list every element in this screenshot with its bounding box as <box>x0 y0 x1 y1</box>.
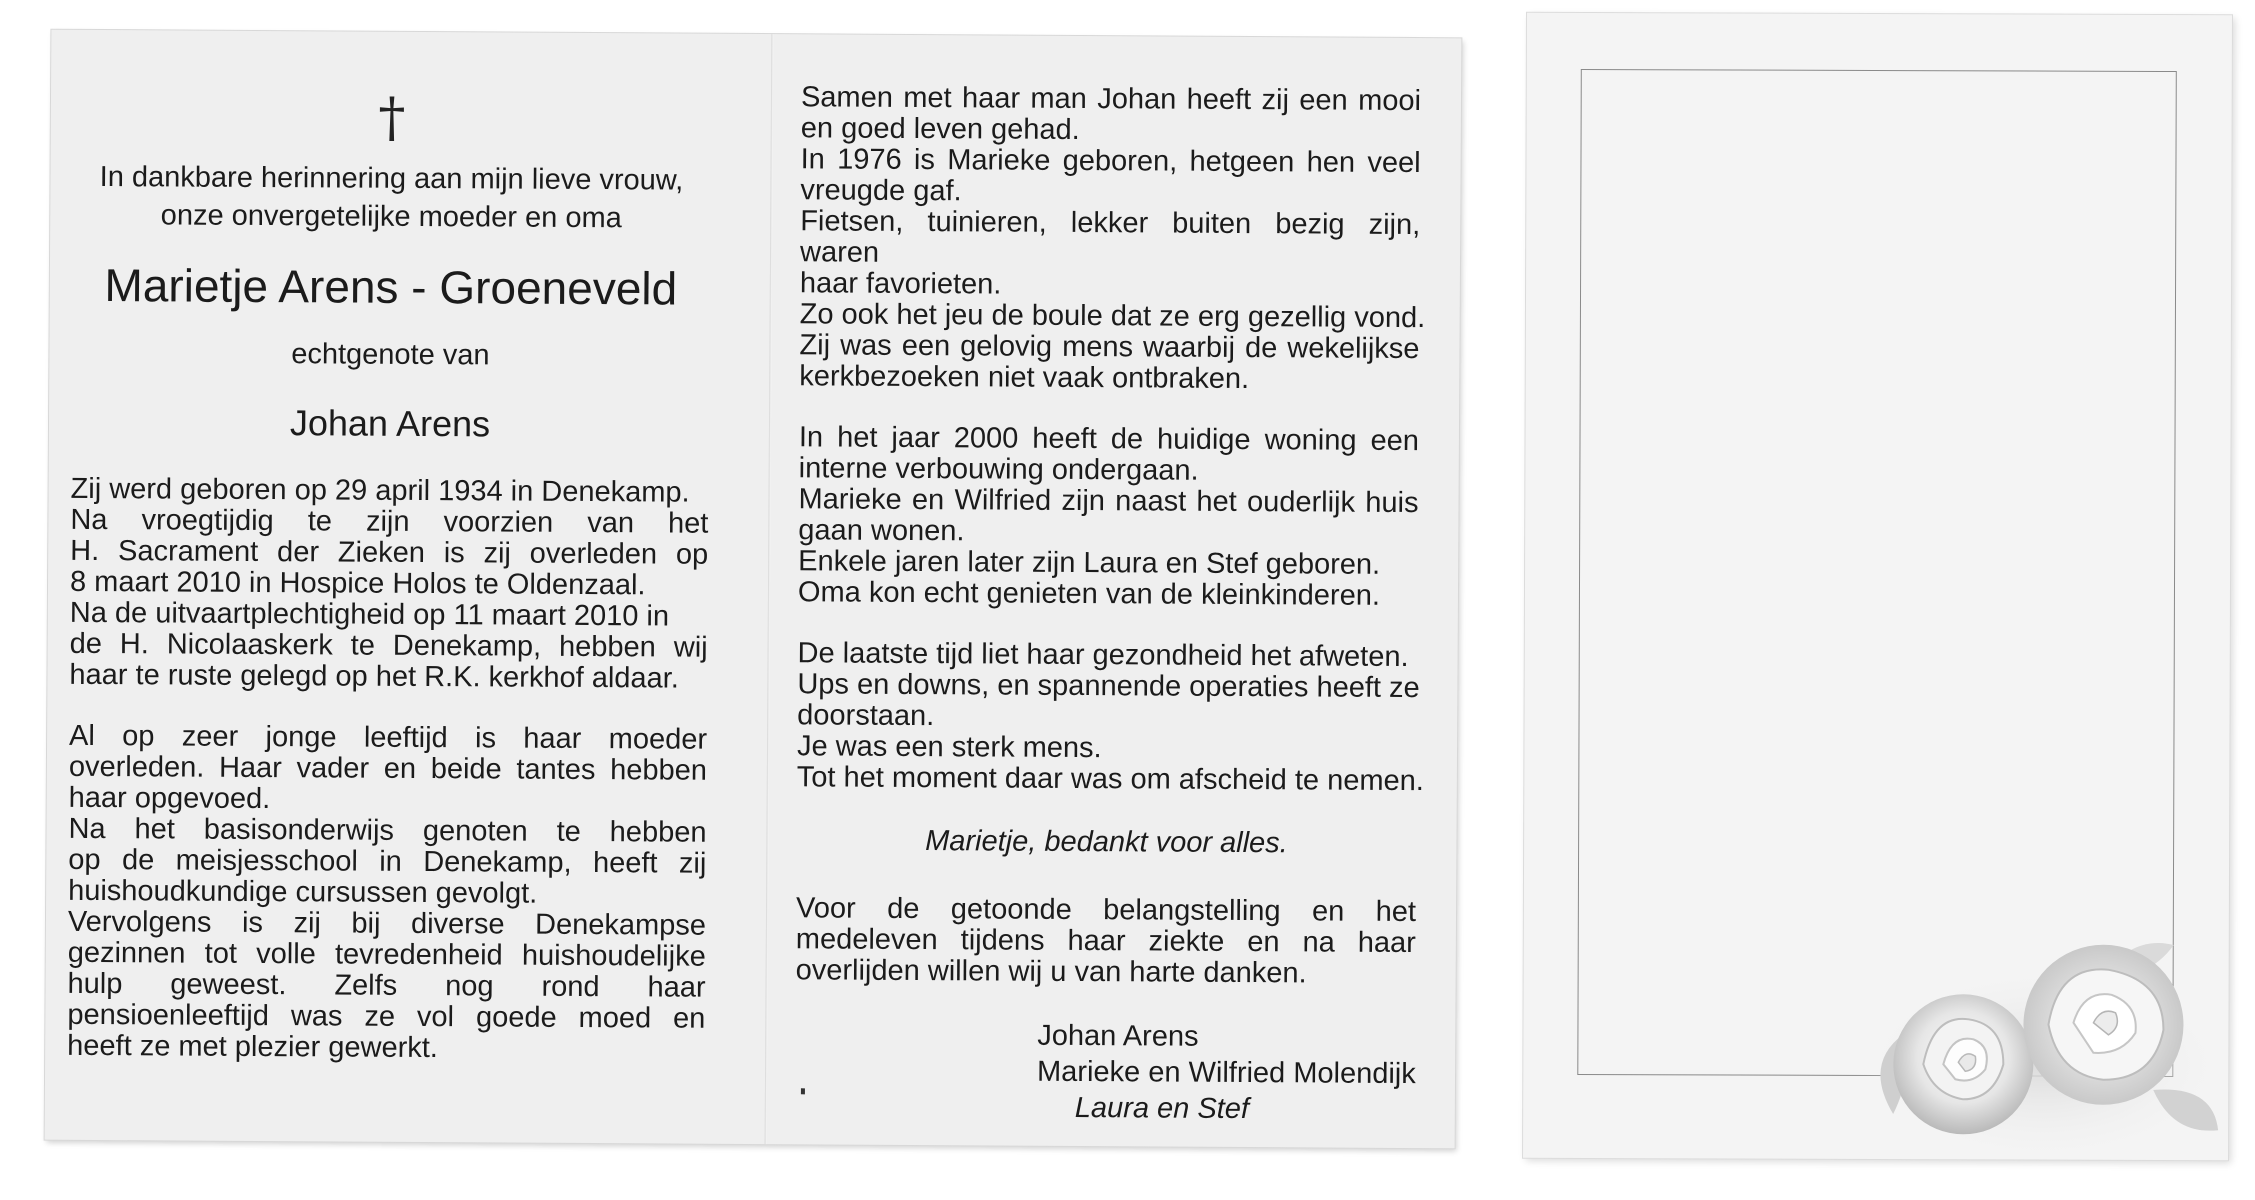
paragraph-youth: Al op zeer jonge leeftijd is haar moeder overleden. Haar vader en beide tantes hebben haar opgevoed. Na het basisonderwijs genoten te hebben op de meisjesschool in Denekamp, heeft zij huishoudkundige cursussen gevolgt. Vervolgens is zij bij diverse Denekampse gezinnen tot volle tevredenheid huishoudelijke hulp geweest. Zelfs nog rond haar pensioenleeftijd was ze vol goede moed en heeft ze met plezier gewerkt. <box>67 719 708 1065</box>
left-panel <box>45 30 772 1144</box>
memorial-card-back <box>1523 13 2232 1160</box>
paragraph-birth-death: Zij werd geboren op 29 april 1934 in Denekamp. Na vroegtijdig te zijn voorzien van het H. Sacrament der Zieken is zij overleden op 8 maart 2010 in Hospice Holos te Oldenzaal. Na de uitvaartplechtigheid op 11 maart 2010 in de H. Nicolaaskerk te Denekamp, hebben wij haar te ruste gelegd op het R.K. kerkhof aldaar. <box>69 472 709 695</box>
spouse-name: Johan Arens <box>289 402 491 445</box>
paragraph-illness: De laatste tijd liet haar gezondheid het afweten. Ups en downs, en spannende operaties heeft ze doorstaan. Je was een sterk mens. Tot het moment daar was om afscheid te nemen. <box>796 637 1424 798</box>
signature-line: Johan Arens <box>1037 1019 1199 1053</box>
print-speck <box>801 1088 805 1094</box>
paragraph-thanks: Voor de getoonde belangstelling en het medeleven tijdens haar ziekte en na haar overlijden willen wij u van harte danken. <box>795 892 1417 990</box>
signatures <box>1037 1018 1416 1128</box>
signature-line: Laura en Stef <box>1074 1091 1250 1126</box>
right-panel <box>767 34 1462 1148</box>
closing-line: Marietje, bedankt voor alles. <box>925 825 1288 860</box>
paragraph-home: In het jaar 2000 heeft de huidige woning een interne verbouwing ondergaan. Marieke en Wilfried zijn naast het ouderlijk huis gaan wonen. Enkele jaren later zijn Laura en Stef geboren. Oma kon echt genieten van de kleinkinderen. <box>797 421 1420 612</box>
intro-text: In dankbare herinnering aan mijn lieve vrouw, onze onvergetelijke moeder en oma <box>99 161 684 235</box>
deceased-name: Marietje Arens - Groeneveld <box>104 259 678 315</box>
cross-icon: † <box>378 85 406 149</box>
white-roses-icon <box>1853 914 2224 1155</box>
signature-line: Marieke en Wilfried Molendijk <box>1036 1055 1416 1091</box>
paragraph-family-life: Samen met haar man Johan heeft zij een mooi en goed leven gehad. In 1976 is Marieke geboren, hetgeen hen veel vreugde gaf. Fietsen, tuinieren, lekker buiten bezig zijn, waren haar favorieten. Zo ook het jeu de boule dat ze erg gezellig vond. Zij was een gelovig mens waarbij de wekelijkse kerkbezoeken niet vaak ontbraken. <box>799 81 1426 396</box>
memorial-card-inside <box>45 30 1462 1149</box>
spouse-label: echtgenote van <box>291 338 490 372</box>
